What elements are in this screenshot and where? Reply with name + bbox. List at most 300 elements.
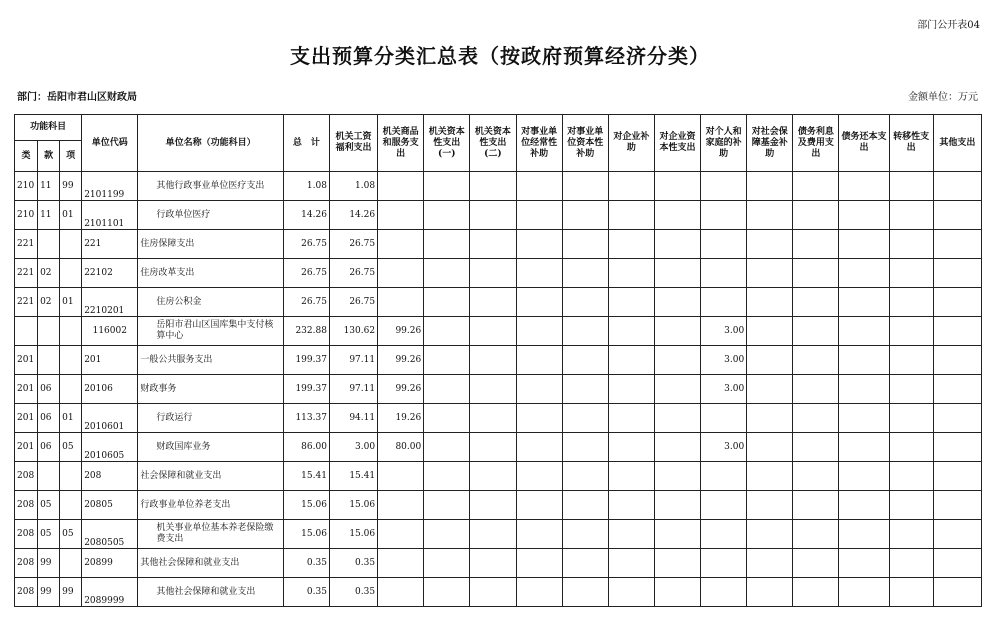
cell-value [378,172,424,201]
table-row [15,259,982,288]
cell-value [933,491,981,520]
cell-value [424,462,470,491]
cell-value [516,549,562,578]
cell-value: 26.75 [329,288,377,317]
cell-kuan [38,462,60,491]
cell-lei: 201 [15,375,38,404]
cell-unit-name: 其他社会保障和就业支出 [138,578,283,607]
cell-value [793,230,839,259]
cell-unit-code: 2010605 [82,433,138,462]
cell-total: 0.35 [283,578,329,607]
cell-value [424,172,470,201]
cell-value [608,259,654,288]
cell-value [608,201,654,230]
cell-value [608,230,654,259]
cell-value [562,375,608,404]
table-row [15,491,982,520]
table-row [15,462,982,491]
cell-value [654,201,700,230]
cell-value: 14.26 [329,201,377,230]
cell-value [470,549,516,578]
cell-value [889,259,933,288]
header-col: 对社会保障基金补助 [747,115,793,172]
table-row [15,317,982,346]
cell-value: 99.26 [378,317,424,346]
cell-kuan: 06 [38,404,60,433]
cell-value [933,230,981,259]
cell-value [839,549,889,578]
cell-value [516,172,562,201]
cell-xiang [60,346,82,375]
cell-unit-name: 其他行政事业单位医疗支出 [138,172,283,201]
form-number: 部门公开表04 [917,20,980,31]
cell-kuan: 99 [38,549,60,578]
cell-kuan [38,317,60,346]
cell-value [516,288,562,317]
cell-value [889,172,933,201]
cell-value [933,578,981,607]
cell-kuan [38,230,60,259]
table-row [15,404,982,433]
cell-value [470,201,516,230]
cell-value [747,346,793,375]
table-row [15,578,982,607]
header-col: 机关工资福利支出 [329,115,377,172]
cell-value [562,346,608,375]
cell-total: 15.06 [283,520,329,549]
cell-unit-code: 20106 [82,375,138,404]
cell-value [747,317,793,346]
cell-value [654,172,700,201]
cell-value: 94.11 [329,404,377,433]
cell-value: 15.41 [329,462,377,491]
cell-value [793,491,839,520]
department-label: 部门：岳阳市君山区财政局 [17,92,137,103]
cell-kuan: 02 [38,259,60,288]
cell-value [608,346,654,375]
header-col: 其他支出 [933,115,981,172]
cell-value [378,201,424,230]
cell-value [701,549,747,578]
cell-kuan: 06 [38,433,60,462]
cell-value [378,288,424,317]
header-col: 对事业单位经常性补助 [516,115,562,172]
cell-xiang: 01 [60,288,82,317]
cell-value [654,346,700,375]
cell-unit-name: 财政国库业务 [138,433,283,462]
cell-value: 1.08 [329,172,377,201]
cell-value [654,433,700,462]
cell-unit-name: 财政事务 [138,375,283,404]
cell-value [701,288,747,317]
cell-value [654,375,700,404]
header-col: 机关资本性支出(二) [470,115,516,172]
cell-kuan: 05 [38,520,60,549]
cell-unit-name: 岳阳市君山区国库集中支付核算中心 [138,317,283,346]
cell-value [793,201,839,230]
cell-value [516,578,562,607]
cell-kuan: 02 [38,288,60,317]
cell-value: 97.11 [329,346,377,375]
cell-value [933,346,981,375]
cell-value: 26.75 [329,230,377,259]
cell-kuan: 11 [38,201,60,230]
cell-value [654,491,700,520]
cell-xiang [60,317,82,346]
cell-unit-code: 116002 [82,317,138,346]
cell-unit-code: 2101101 [82,201,138,230]
cell-value: 3.00 [701,346,747,375]
cell-xiang [60,375,82,404]
cell-value [747,172,793,201]
cell-value [793,259,839,288]
cell-unit-code: 2101199 [82,172,138,201]
cell-lei: 208 [15,462,38,491]
cell-value [470,404,516,433]
cell-value [608,317,654,346]
cell-value [747,230,793,259]
cell-value: 80.00 [378,433,424,462]
cell-value [933,259,981,288]
cell-value [516,491,562,520]
table-row [15,433,982,462]
cell-lei: 208 [15,520,38,549]
cell-value: 0.35 [329,549,377,578]
cell-unit-code: 201 [82,346,138,375]
cell-value [654,578,700,607]
cell-value [470,259,516,288]
cell-value [933,549,981,578]
cell-unit-code: 2080505 [82,520,138,549]
cell-value [839,259,889,288]
cell-value [889,346,933,375]
cell-total: 15.06 [283,491,329,520]
cell-unit-code: 2010601 [82,404,138,433]
cell-value [701,578,747,607]
cell-value [424,317,470,346]
cell-lei: 221 [15,288,38,317]
cell-unit-code: 20899 [82,549,138,578]
cell-unit-name: 住房改革支出 [138,259,283,288]
cell-value [654,549,700,578]
cell-value [516,433,562,462]
cell-value [747,549,793,578]
cell-value: 3.00 [329,433,377,462]
cell-value: 19.26 [378,404,424,433]
cell-value [516,462,562,491]
cell-value [378,230,424,259]
cell-value: 3.00 [701,375,747,404]
cell-total: 15.41 [283,462,329,491]
header-function-subject: 功能科目 [15,115,82,141]
cell-value [701,172,747,201]
cell-value [793,549,839,578]
cell-xiang [60,259,82,288]
cell-value: 3.00 [701,433,747,462]
cell-value [933,288,981,317]
cell-value [889,317,933,346]
cell-value [839,375,889,404]
cell-xiang [60,462,82,491]
cell-value [933,520,981,549]
cell-lei: 221 [15,259,38,288]
header-total: 总 计 [283,115,329,172]
cell-value [378,491,424,520]
cell-value [608,375,654,404]
cell-value [378,578,424,607]
cell-value [424,578,470,607]
table-row [15,201,982,230]
cell-lei: 210 [15,172,38,201]
cell-value [793,462,839,491]
cell-value: 3.00 [701,317,747,346]
cell-value [562,172,608,201]
cell-unit-name: 机关事业单位基本养老保险缴费支出 [138,520,283,549]
header-col: 债务还本支出 [839,115,889,172]
cell-value [654,462,700,491]
table-row [15,520,982,549]
cell-value [424,375,470,404]
cell-value [793,520,839,549]
header-col: 债务利息及费用支出 [793,115,839,172]
cell-value [608,433,654,462]
cell-value [747,433,793,462]
cell-total: 14.26 [283,201,329,230]
cell-value [378,549,424,578]
cell-value [562,317,608,346]
cell-unit-code: 2089999 [82,578,138,607]
cell-value [470,520,516,549]
cell-unit-code: 20805 [82,491,138,520]
cell-lei: 208 [15,578,38,607]
cell-value [516,520,562,549]
cell-value [933,462,981,491]
cell-value [424,491,470,520]
cell-value [470,375,516,404]
cell-value [470,462,516,491]
cell-value [747,288,793,317]
cell-value [470,172,516,201]
cell-value [889,288,933,317]
cell-value [793,317,839,346]
cell-value [470,346,516,375]
cell-value [424,404,470,433]
cell-value [516,317,562,346]
cell-value [701,462,747,491]
cell-value [747,404,793,433]
cell-value [562,288,608,317]
cell-value [889,520,933,549]
cell-value [793,346,839,375]
cell-value [933,201,981,230]
cell-lei: 201 [15,346,38,375]
cell-value [889,578,933,607]
cell-value [793,404,839,433]
cell-value [654,288,700,317]
cell-value [562,462,608,491]
cell-xiang: 99 [60,172,82,201]
cell-value: 130.62 [329,317,377,346]
cell-unit-name: 住房保障支出 [138,230,283,259]
header-col: 对企业资本性支出 [654,115,700,172]
cell-value [933,172,981,201]
cell-value [793,375,839,404]
cell-value [889,433,933,462]
table-row [15,346,982,375]
cell-unit-code: 22102 [82,259,138,288]
cell-lei: 201 [15,404,38,433]
cell-total: 232.88 [283,317,329,346]
cell-lei: 210 [15,201,38,230]
cell-value [424,288,470,317]
cell-value [470,433,516,462]
cell-value [747,259,793,288]
cell-value [424,549,470,578]
cell-value [889,201,933,230]
cell-value [654,317,700,346]
cell-value [793,433,839,462]
table-row [15,549,982,578]
cell-value [889,549,933,578]
cell-value [701,491,747,520]
cell-lei: 201 [15,433,38,462]
cell-value [839,578,889,607]
cell-value [562,491,608,520]
cell-unit-name: 其他社会保障和就业支出 [138,549,283,578]
cell-kuan: 99 [38,578,60,607]
cell-value [516,201,562,230]
cell-kuan [38,346,60,375]
table-row [15,288,982,317]
header-unit-name: 单位名称（功能科目） [138,115,283,172]
cell-kuan: 11 [38,172,60,201]
cell-value [608,288,654,317]
cell-kuan: 05 [38,491,60,520]
cell-xiang: 05 [60,520,82,549]
cell-value [378,259,424,288]
header-xiang: 项 [60,141,82,172]
cell-value [562,520,608,549]
cell-total: 26.75 [283,259,329,288]
cell-value [933,433,981,462]
cell-value [889,404,933,433]
cell-xiang [60,549,82,578]
cell-unit-name: 行政运行 [138,404,283,433]
cell-value [701,230,747,259]
cell-lei: 221 [15,230,38,259]
cell-value [701,520,747,549]
header-col: 对个人和家庭的补助 [701,115,747,172]
cell-value [747,491,793,520]
cell-xiang: 01 [60,404,82,433]
cell-lei: 208 [15,491,38,520]
header-lei: 类 [15,141,38,172]
cell-value [516,230,562,259]
cell-value [470,491,516,520]
cell-unit-code: 221 [82,230,138,259]
cell-value [562,578,608,607]
cell-value [933,404,981,433]
header-unit-code: 单位代码 [82,115,138,172]
cell-value [470,578,516,607]
cell-value [424,433,470,462]
cell-unit-name: 行政单位医疗 [138,201,283,230]
page-title: 支出预算分类汇总表（按政府预算经济分类） [290,44,710,68]
cell-value [654,259,700,288]
cell-value: 99.26 [378,375,424,404]
cell-total: 86.00 [283,433,329,462]
cell-unit-name: 行政事业单位养老支出 [138,491,283,520]
cell-value [839,317,889,346]
cell-value [839,462,889,491]
cell-value [889,230,933,259]
cell-value [839,520,889,549]
cell-total: 199.37 [283,375,329,404]
cell-kuan: 06 [38,375,60,404]
table-row [15,375,982,404]
cell-value [516,404,562,433]
cell-value [562,259,608,288]
cell-value [654,520,700,549]
cell-lei: 208 [15,549,38,578]
cell-value [562,404,608,433]
cell-value [747,462,793,491]
cell-value [839,404,889,433]
header-col: 转移性支出 [889,115,933,172]
cell-value [470,230,516,259]
cell-value [793,288,839,317]
cell-unit-name: 一般公共服务支出 [138,346,283,375]
cell-value [424,230,470,259]
cell-value: 26.75 [329,259,377,288]
cell-value [839,172,889,201]
cell-value [654,230,700,259]
cell-value [747,578,793,607]
cell-unit-name: 住房公积金 [138,288,283,317]
cell-value [378,520,424,549]
cell-value [608,578,654,607]
cell-unit-code: 208 [82,462,138,491]
cell-value [933,375,981,404]
table-row [15,172,982,201]
cell-value [793,172,839,201]
cell-total: 1.08 [283,172,329,201]
cell-value [424,201,470,230]
header-col: 对企业补助 [608,115,654,172]
cell-lei [15,317,38,346]
cell-value [608,462,654,491]
cell-value [933,317,981,346]
cell-value [378,462,424,491]
cell-value [608,491,654,520]
cell-value [516,259,562,288]
table-row [15,230,982,259]
cell-value [516,346,562,375]
cell-total: 113.37 [283,404,329,433]
cell-value [793,578,839,607]
cell-value [470,317,516,346]
cell-value [839,288,889,317]
cell-value [839,230,889,259]
cell-total: 26.75 [283,288,329,317]
cell-value [747,201,793,230]
cell-value [701,201,747,230]
cell-value [747,520,793,549]
header-col: 机关资本性支出(一) [424,115,470,172]
cell-value [608,520,654,549]
cell-value: 0.35 [329,578,377,607]
cell-total: 199.37 [283,346,329,375]
